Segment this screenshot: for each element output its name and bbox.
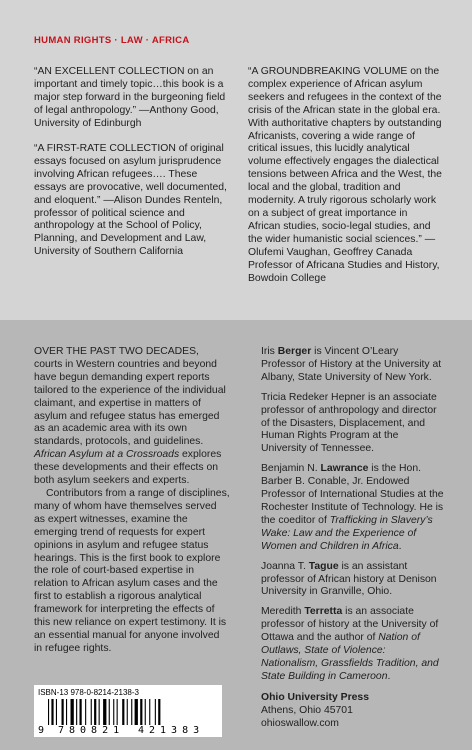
bio-book-title: Nation of Outlaws, State of Violence: Nationalism, Grassfields Tradition, and State Building in Cameroon (261, 632, 439, 682)
description-lead: OVER THE PAST TWO DECADES, (34, 346, 199, 357)
book-description (34, 346, 230, 656)
barcode-icon (48, 699, 210, 725)
bio-text: is an associate professor of history at the University of Ottawa and the author of (261, 606, 439, 644)
bio-terretta (261, 606, 445, 683)
description-text: courts in Western countries and beyond have begun demanding expert reports tailored to the experience of the individual claimant, and expertise in matters of asylum and refugee status has emerged as an academic area with its own standards, protocols, and guidelines. (34, 358, 226, 448)
bio-name-first: Meredith (261, 606, 305, 618)
publisher-info (261, 692, 445, 731)
book-title: African Asylum at a Crossroads (34, 449, 180, 461)
bio-berger (261, 346, 445, 385)
editor-bios (261, 346, 445, 691)
bio-name-last: Lawrance (320, 463, 369, 475)
bio-name-last: Tague (308, 560, 339, 572)
publisher-name: Ohio University Press (261, 692, 369, 703)
publisher-city: Athens, Ohio 45701 (261, 704, 353, 716)
description-paragraph-1 (34, 346, 230, 488)
bio-name-first: Joanna T. (261, 560, 309, 572)
bio-hepner: Tricia Redeker Hepner is an associate professor of anthropology and director of the Disasters, Displacement, and Human Rights Program at the University of Tennessee. (261, 391, 437, 455)
bio-text: is an assistant professor of African history at Denison University in Granville, Ohio. (261, 560, 437, 598)
bio-name-first: Benjamin N. (261, 463, 321, 475)
barcode-digits-left: 780821 (58, 725, 125, 736)
series-label: HUMAN RIGHTS · LAW · AFRICA (34, 35, 190, 46)
description-text-end: explores these developments and their effects on both asylum seekers and experts. (34, 449, 222, 487)
bio-text: is the Hon. Barber B. Conable, Jr. Endowed Professor of International Studies at the Rochester Institute of Technology. He is the coeditor of (261, 463, 444, 526)
description-paragraph-2: Contributors from a range of disciplines, many of whom have themselves served as expert witnesses, examine the emerging trend of requests for expert opinions in asylum and refugee status hearings. This is the first book to explore the role of court-based expertise in relation to African asylum cases and the first to establish a rigorous analytical framework for interpreting the effects of this new reliance on expert testimony. It is an essential manual for anyone involved in refugee rights. (34, 487, 230, 654)
bio-name-last: Terretta (304, 606, 343, 618)
bio-tague (261, 561, 445, 600)
endorsement-vaughan: “A GROUNDBREAKING VOLUME on the complex experience of African asylum seekers and refugees in the context of the crisis of the African state in the global era. With authoritative chapters by outstanding Africanists, covering a wide range of critical issues, this lucidly analytical volume effectively engages the dialectical tensions between Africa and the West, the local and the global, tradition and modernity. A truly rigorous scholarly work on a subject of great importance in African studies, socio-legal studies, and the wider humanistic social sciences.” —Olufemi Vaughan, Geoffrey Canada Professor of Africana Studies and History, Bowdoin College (248, 66, 442, 284)
endorsement-renteln: “A FIRST-RATE COLLECTION of original essays focused on asylum jurisprudence involving African refugees…. These essays are provocative, well documented, and eloquent.” —Alison Dundes Renteln, professor of political science and anthropology at the School of Policy, Planning, and Development and Law, University of Southern California (34, 143, 227, 258)
bio-end: . (398, 540, 402, 552)
endorsement-good: “AN EXCELLENT COLLECTION on an important and timely topic…this book is a major step forward in the burgeoning field of legal anthropology.” —Anthony Good, University of Edinburgh (34, 66, 226, 129)
barcode-box (34, 685, 222, 737)
bio-name-last: Berger (277, 346, 312, 357)
bio-book-title: Trafficking in Slavery’s Wake: Law and the Experience of Women and Children in Africa (261, 514, 433, 552)
barcode-digit-first: 9 (38, 725, 45, 736)
bio-lawrance (261, 463, 445, 553)
bio-end: . (387, 670, 391, 682)
publisher-site: ohioswallow.com (261, 717, 339, 729)
bio-name-first: Iris (261, 346, 278, 357)
bio-text: is Vincent O’Leary Professor of History at the University at Albany, State University of New York. (261, 346, 442, 383)
barcode-digits-right: 421383 (138, 725, 205, 736)
isbn-label: ISBN-13 978-0-8214-2138-3 (38, 688, 139, 697)
